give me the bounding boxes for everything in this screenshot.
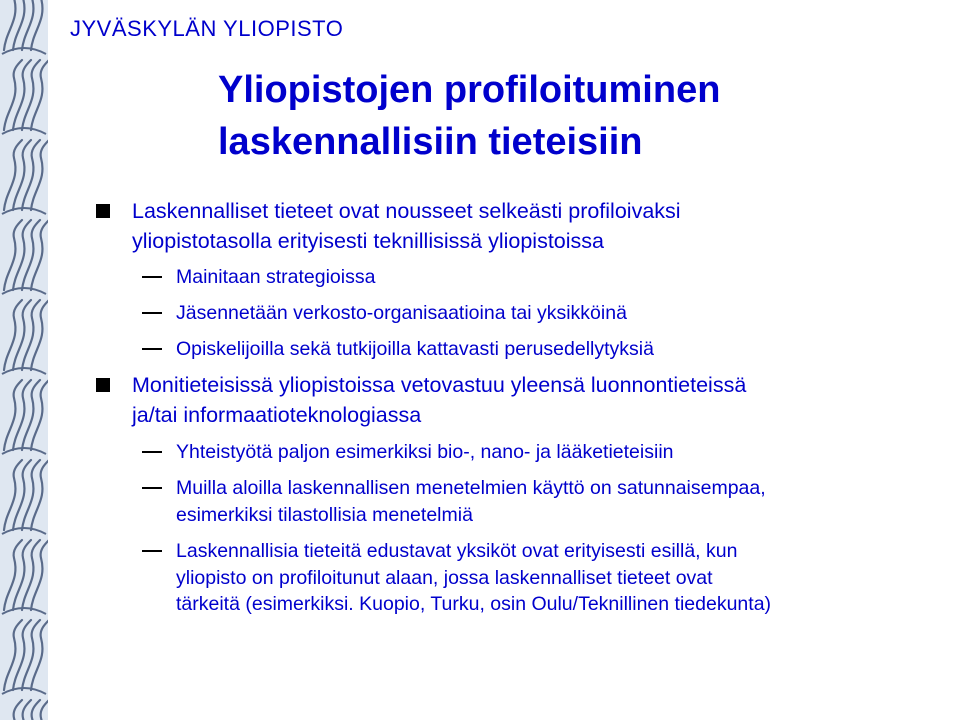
dash-bullet-icon — [142, 451, 162, 453]
sub-bullet-line: Laskennallisia tieteitä edustavat yksiköt ovat erityisesti esillä, kun — [176, 540, 738, 562]
sub-bullet-item — [176, 336, 936, 363]
sub-bullet-line: Jäsennetään verkosto-organisaatioina tai yksikköinä — [176, 302, 627, 324]
square-bullet-icon — [96, 204, 110, 218]
sub-bullet-line: Mainitaan strategioissa — [176, 266, 376, 288]
sub-bullet-line: Muilla aloilla laskennallisen menetelmien käyttö on satunnaisempaa, — [176, 477, 766, 499]
sub-bullet-line: yliopisto on profiloitunut alaan, jossa laskennalliset tieteet ovat — [176, 566, 713, 589]
square-bullet-icon — [96, 378, 110, 392]
sub-bullet-line: Opiskelijoilla sekä tutkijoilla kattavasti perusedellytyksiä — [176, 338, 654, 360]
sub-bullet-item — [176, 300, 936, 327]
dash-bullet-icon — [142, 550, 162, 552]
dash-bullet-icon — [142, 348, 162, 350]
bullet-item — [132, 370, 932, 430]
bullet-line: Laskennalliset tieteet ovat nousseet selkeästi profiloivaksi — [132, 199, 681, 223]
sub-bullet-line: Yhteistyötä paljon esimerkiksi bio-, nano- ja lääketieteisiin — [176, 441, 674, 463]
dash-bullet-icon — [142, 487, 162, 489]
sub-bullet-item — [176, 538, 936, 618]
slide-title-line-2: laskennallisiin tieteisiin — [218, 121, 643, 163]
sub-bullet-item — [176, 475, 936, 528]
bullet-line: yliopistotasolla erityisesti teknillisissä yliopistoissa — [132, 229, 604, 253]
dash-bullet-icon — [142, 276, 162, 278]
bullet-line: ja/tai informaatioteknologiassa — [132, 403, 422, 427]
bullet-line: Monitieteisissä yliopistoissa vetovastuu yleensä luonnontieteissä — [132, 373, 747, 397]
sub-bullet-line: esimerkiksi tilastollisia menetelmiä — [176, 503, 473, 526]
dash-bullet-icon — [142, 312, 162, 314]
bullet-item — [132, 196, 932, 256]
sub-bullet-item — [176, 439, 936, 466]
slide-title-line-1: Yliopistojen profiloituminen — [218, 69, 721, 111]
university-name: JYVÄSKYLÄN YLIOPISTO — [70, 16, 344, 41]
sub-bullet-item — [176, 264, 936, 291]
sub-bullet-line: tärkeitä (esimerkiksi. Kuopio, Turku, osin Oulu/Teknillinen tiedekunta) — [176, 593, 772, 615]
